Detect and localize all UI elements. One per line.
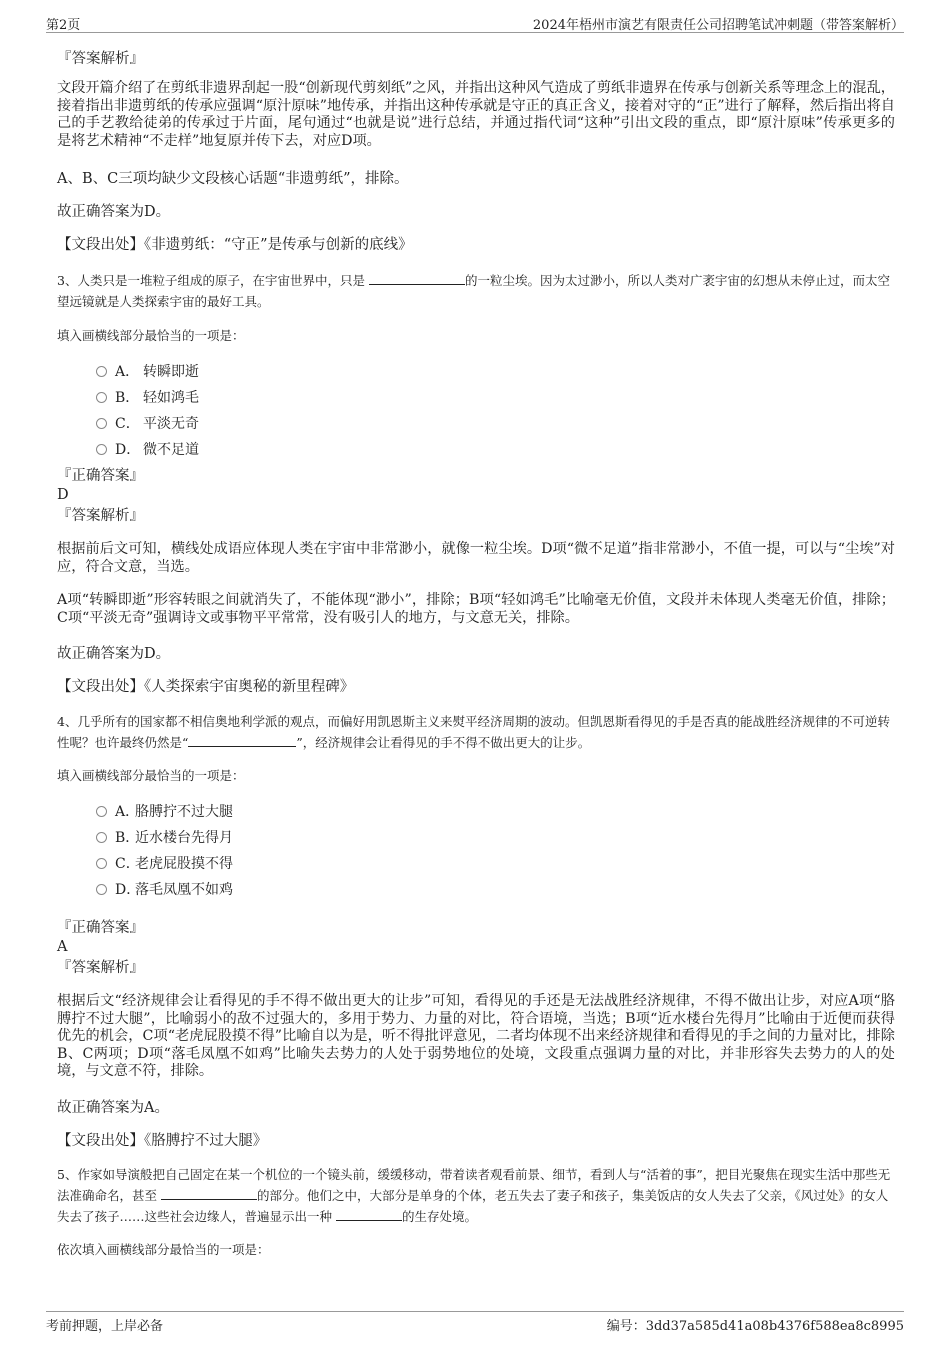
q4-answer: A <box>57 939 68 955</box>
q5-blank-1 <box>161 1187 257 1200</box>
radio-icon[interactable] <box>96 832 107 843</box>
q3-option-a[interactable]: A． 转瞬即逝 <box>96 361 199 381</box>
radio-icon[interactable] <box>96 884 107 895</box>
radio-icon[interactable] <box>96 366 107 377</box>
q2-conclusion: 故正确答案为D。 <box>57 204 171 220</box>
q3-answer-label: 『正确答案』 <box>57 468 144 484</box>
q4-conclusion: 故正确答案为A。 <box>57 1100 169 1116</box>
q5-prompt: 依次填入画横线部分最恰当的一项是： <box>57 1242 270 1257</box>
q2-source: 【文段出处】《非遗剪纸：“守正”是传承与创新的底线》 <box>57 237 413 253</box>
q3-option-d[interactable]: D． 微不足道 <box>96 439 199 459</box>
radio-icon[interactable] <box>96 444 107 455</box>
radio-icon[interactable] <box>96 806 107 817</box>
page-footer <box>46 1311 904 1336</box>
q4-stem-b: ”，经济规律会让看得见的手不得不做出更大的让步。 <box>296 735 591 750</box>
q3-stem-b: 的一粒尘埃。因为太过渺小，所以人类对广袤宇宙的幻想从未停止过，而太空望远镜就是人类探索宇宙的最好工具。 <box>57 273 890 309</box>
q3-prompt: 填入画横线部分最恰当的一项是： <box>57 328 245 343</box>
q5-stem-a: 5、作家如导演般把自己固定在某一个机位的一个镜头前，缓缓移动，带着读者观看前景、细节，看到人与“活着的事”，把目光聚焦在现实生活中那些无法准确命名，甚至 <box>57 1167 891 1203</box>
q3-analysis-label: 『答案解析』 <box>57 508 144 524</box>
q4-source: 【文段出处】《胳膊拧不过大腿》 <box>57 1133 268 1149</box>
q2-analysis-label: 『答案解析』 <box>57 51 144 67</box>
q4-option-b[interactable]: B．近水楼台先得月 <box>96 827 233 847</box>
q3-stem-a: 3、人类只是一堆粒子组成的原子，在宇宙世界中，只是 <box>57 273 369 288</box>
q3-analysis-p2: A项“转瞬即逝”形容转眼之间就消失了，不能体现“渺小”，排除；B项“轻如鸿毛”比喻毫无价值，文段并未体现人类毫无价值，排除；C项“平淡无奇”强调诗文或事物平平常常，没有吸引人的地方，与文意无关，排除。 <box>57 592 895 626</box>
radio-icon[interactable] <box>96 418 107 429</box>
radio-icon[interactable] <box>96 392 107 403</box>
q3-answer: D <box>57 487 69 503</box>
q3-conclusion: 故正确答案为D。 <box>57 646 171 662</box>
q4-option-d[interactable]: D．落毛凤凰不如鸡 <box>96 879 233 899</box>
q4-option-c[interactable]: C．老虎屁股摸不得 <box>96 853 233 873</box>
q3-stem <box>57 270 895 312</box>
q3-blank <box>369 272 465 285</box>
q4-answer-label: 『正确答案』 <box>57 920 144 936</box>
q3-analysis-p1: 根据前后文可知，横线处成语应体现人类在宇宙中非常渺小，就像一粒尘埃。D项“微不足道”指非常渺小，不值一提，可以与“尘埃”对应，符合文意，当选。 <box>57 541 895 575</box>
q3-source: 【文段出处】《人类探索宇宙奥秘的新里程碑》 <box>57 679 355 695</box>
q2-analysis-p2: A、B、C三项均缺少文段核心话题“非遗剪纸”，排除。 <box>57 171 409 187</box>
q4-stem-a: 4、几乎所有的国家都不相信奥地利学派的观点，而偏好用凯恩斯主义来熨平经济周期的波动。但凯恩斯看得见的手是否真的能战胜经济规律的不可逆转性呢？也许最终仍然是“ <box>57 714 890 750</box>
q5-stem-b: 的部分。他们之中，大部分是单身的个体，老五失去了妻子和孩子，集美饭店的女人失去了父亲，《风过处》的女人失去了孩子……这些社会边缘人，普遍显示出一种 <box>57 1188 889 1224</box>
q3-option-b[interactable]: B． 轻如鸿毛 <box>96 387 199 407</box>
document-id: 编号：3dd37a585d41a08b4376f588ea8c8995 <box>606 1319 904 1334</box>
q4-stem <box>57 711 895 753</box>
q5-stem <box>57 1164 895 1227</box>
q4-blank <box>188 734 296 747</box>
q4-option-a[interactable]: A．胳膊拧不过大腿 <box>96 801 233 821</box>
q5-stem-c: 的生存处境。 <box>401 1209 477 1224</box>
q5-blank-2 <box>336 1208 402 1221</box>
q4-analysis-p1: 根据后文“经济规律会让看得见的手不得不做出更大的让步”可知，看得见的手还是无法战胜经济规律，不得不做出让步，对应A项“胳膊拧不过大腿”，比喻弱小的敌不过强大的，多用于势力、力量的对比，符合语境，当选；B项“近水楼台先得月”比喻由于近便而获得优先的机会，C项“老虎屁股摸不得”比喻自以为是，听不得批评意见，二者均体现不出来经济规律和看得见的手之间的力量对比，排除B、C两项；D项“落毛凤凰不如鸡”比喻失去势力的人处于弱势地位的处境，文段重点强调力量的对比，并非形容失去势力的人的处境，与文意不符，排除。 <box>57 993 895 1079</box>
footer-slogan: 考前押题，上岸必备 <box>46 1319 164 1334</box>
q2-analysis-p1: 文段开篇介绍了在剪纸非遗界刮起一股“创新现代剪刻纸”之风，并指出这种风气造成了剪纸非遗界在传承与创新关系等理念上的混乱，接着指出非遗剪纸的传承应强调“原汁原味”地传承，并指出这种传承就是守正的真正含义，接着对守的“正”进行了解释，然后指出将自己的手艺教给徒弟的传承过于片面，尾句通过“也就是说”进行总结，并通过指代词“这种”引出文段的重点，即“原汁原味”传承更多的是将艺术精神“不走样”地复原并传下去，对应D项。 <box>57 80 895 149</box>
document-title: 2024年梧州市演艺有限责任公司招聘笔试冲刺题（带答案解析） <box>532 18 904 33</box>
q3-option-c[interactable]: C． 平淡无奇 <box>96 413 199 433</box>
q4-prompt: 填入画横线部分最恰当的一项是： <box>57 768 245 783</box>
page-number: 第2页 <box>46 18 81 33</box>
q4-analysis-label: 『答案解析』 <box>57 960 144 976</box>
page-header <box>46 12 904 33</box>
radio-icon[interactable] <box>96 858 107 869</box>
